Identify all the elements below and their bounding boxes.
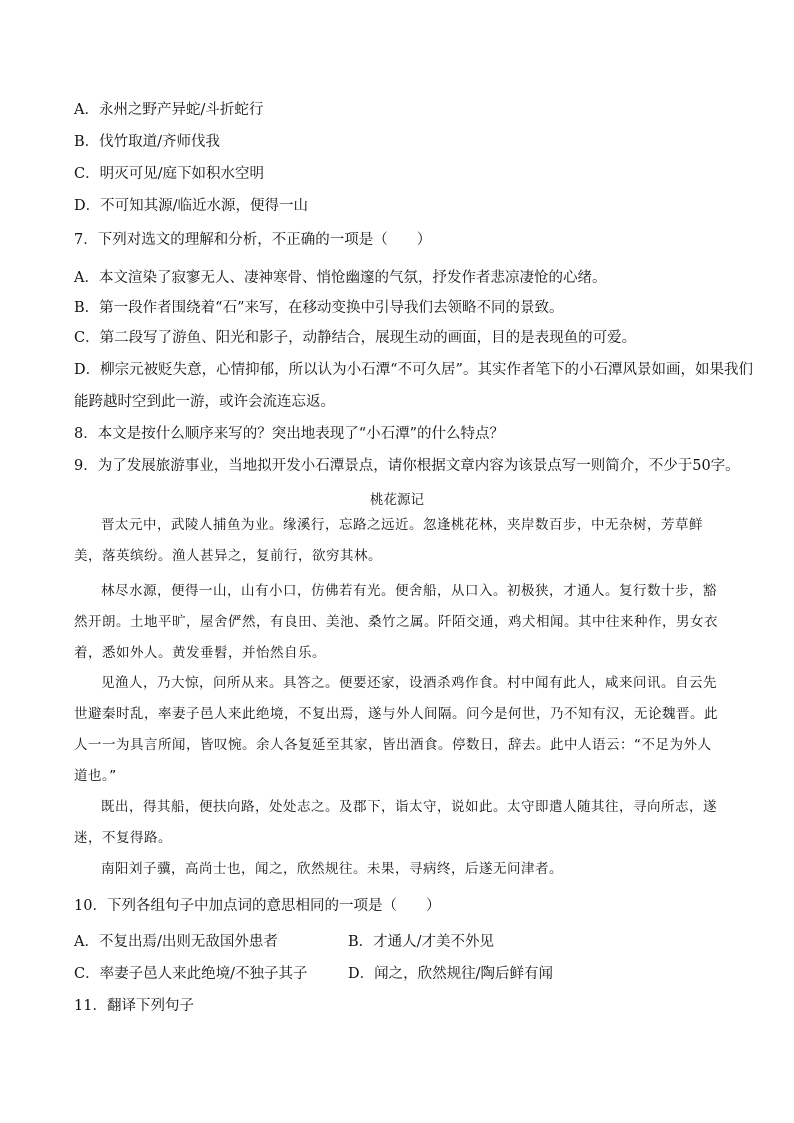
passage-paragraph-4: 既出，得其船，便扶向路，处处志之。及郡下，诣太守，说如此。太守即遣人随其往，寻向所志，遂迷，不复得路。 [74, 799, 717, 846]
q7-option-b: B．第一段作者围绕着“石”来写，在移动变换中引导我们去领略不同的景致。 [74, 300, 564, 316]
passage-paragraph-3: 见渔人，乃大惊，问所从来。具答之。便要还家，设酒杀鸡作食。村中闻有此人，咸来问讯。自云先世避秦时乱，率妻子邑人来此绝境，不复出焉，遂与外人间隔。问今是何世，乃不知有汉，无论魏晋。此人一一为具言所闻，皆叹惋。余人各复延至其家，皆出酒食。停数日，辞去。此中人语云：“不足为外人道也。” [74, 675, 718, 784]
q7-option-c: C．第二段写了游鱼、阳光和影子，动静结合，展现生动的画面，目的是表现鱼的可爱。 [74, 330, 637, 346]
q6-option-b: B．伐竹取道/齐师伐我 [74, 134, 221, 150]
passage-paragraph-5: 南阳刘子骥，高尚士也，闻之，欣然规往。未果，寻病终，后遂无问津者。 [101, 861, 563, 877]
q10-stem: 10．下列各组句子中加点词的意思相同的一项是（ ） [74, 898, 441, 914]
passage-title: 桃花源记 [370, 492, 424, 508]
q7-option-a: A．本文渲染了寂寥无人、凄神寒骨、悄怆幽邃的气氛，抒发作者悲凉凄怆的心绪。 [74, 270, 607, 286]
q6-option-c: C．明灭可见/庭下如积水空明 [74, 166, 264, 182]
q10-option-a: A．不复出焉/出则无敌国外患者 [74, 934, 278, 950]
q6-option-d: D．不可知其源/临近水源，便得一山 [74, 198, 309, 214]
q8-stem: 8．本文是按什么顺序来写的？突出地表现了“小石潭”的什么特点？ [74, 426, 505, 442]
q11-stem: 11．翻译下列句子 [74, 998, 194, 1014]
q7-stem: 7．下列对选文的理解和分析，不正确的一项是（ ） [74, 232, 432, 248]
q6-option-a: A．永州之野产异蛇/斗折蛇行 [74, 102, 264, 118]
q10-option-c: C．率妻子邑人来此绝境/不独子其子 [74, 966, 308, 982]
q9-stem: 9．为了发展旅游事业，当地拟开发小石潭景点，请你根据文章内容为该景点写一则简介，不少于50字。 [74, 458, 740, 474]
q7-option-d-line2: 能跨越时空到此一游，或许会流连忘返。 [74, 394, 335, 410]
passage-paragraph-2: 林尽水源，便得一山，山有小口，仿佛若有光。便舍船，从口入。初极狭，才通人。复行数十步，豁然开朗。土地平旷，屋舍俨然，有良田、美池、桑竹之属。阡陌交通，鸡犬相闻。其中往来种作，男女衣着，悉如外人。黄发垂髫，并怡然自乐。 [74, 583, 718, 661]
q10-option-b: B．才通人/才美不外见 [348, 934, 495, 950]
passage-paragraph-1: 晋太元中，武陵人捕鱼为业。缘溪行，忘路之远近。忽逢桃花林，夹岸数百步，中无杂树，芳草鲜美，落英缤纷。渔人甚异之，复前行，欲穷其林。 [74, 517, 703, 564]
q10-option-d: D．闻之，欣然规往/陶后鲜有闻 [348, 966, 554, 982]
q7-option-d-line1: D．柳宗元被贬失意，心情抑郁，所以认为小石潭“不可久居”。其实作者笔下的小石潭风景如画，如果我们 [74, 362, 753, 378]
